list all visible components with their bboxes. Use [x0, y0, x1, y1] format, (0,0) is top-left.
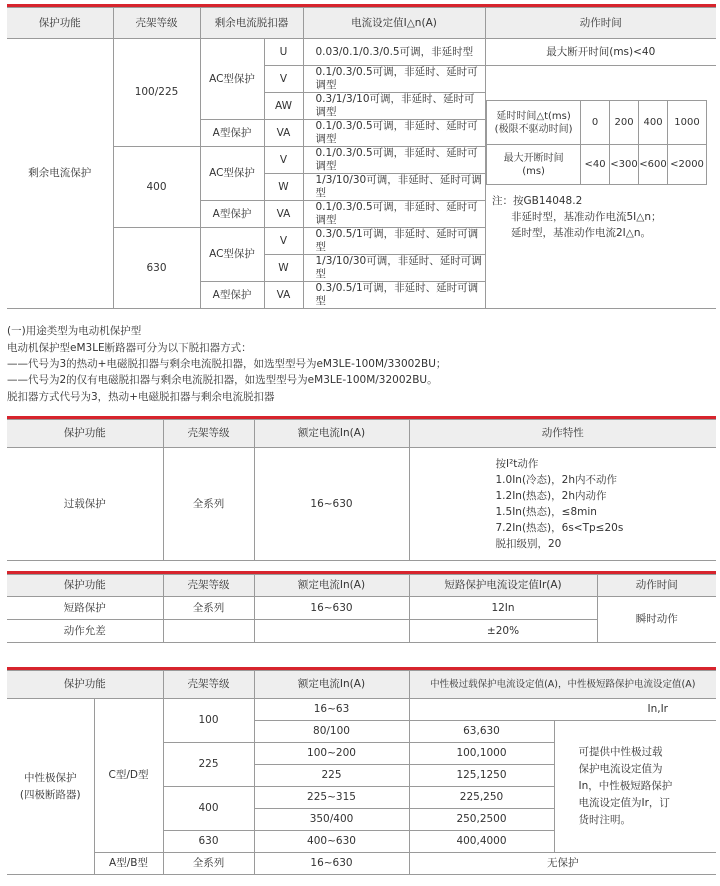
a-type-cell: A型保护 — [200, 120, 264, 147]
action-time-cell: 瞬时动作 — [597, 597, 716, 643]
setting-cell: 1/3/10/30可调，非延时、延时可调型 — [303, 255, 485, 282]
break-value: <2000 — [668, 145, 707, 185]
setting-cell: 1/3/10/30可调，非延时、延时可调型 — [303, 174, 485, 201]
current-cell: 80/100 — [254, 721, 409, 743]
a-type-cell: A型保护 — [200, 201, 264, 228]
overload-table — [7, 419, 716, 561]
col-header-frame: 壳架等级 — [163, 420, 254, 448]
current-cell: 225 — [254, 765, 409, 787]
max-break-time: 最大断开时间(ms)<40 — [485, 39, 716, 66]
function-cell — [7, 699, 94, 875]
setting-cell: 0.3/0.5/1可调，非延时、延时可调型 — [303, 282, 485, 309]
frame-cell: 全系列 — [163, 448, 254, 561]
tolerance-setting: ±20% — [409, 620, 597, 643]
current-cell: 400~630 — [254, 831, 409, 853]
char-line: 按I²t动作 — [495, 458, 539, 470]
break-value: <600 — [639, 145, 668, 185]
function-cell: 过载保护 — [7, 448, 163, 561]
frame-630: 630 — [163, 831, 254, 853]
ac-type-cell: AC型保护 — [200, 228, 264, 282]
ac-type-cell: AC型保护 — [200, 147, 264, 201]
setting-cell: 100,1000 — [409, 743, 554, 765]
setting-cell: 0.03/0.1/0.3/0.5可调，非延时型 — [303, 39, 485, 66]
code-cell: AW — [264, 93, 303, 120]
para-line1: (一)用途类型为电动机保护型 — [7, 325, 142, 337]
col-header-setting: 短路保护电流设定值Ir(A) — [409, 575, 597, 597]
frame-630: 630 — [113, 228, 200, 309]
note-block — [492, 193, 662, 241]
setting-cell: 无保护 — [409, 853, 716, 875]
col-header-time: 动作时间 — [485, 8, 716, 39]
current-cell: 100~200 — [254, 743, 409, 765]
delay-label — [487, 101, 581, 145]
type-cd-cell: C型/D型 — [94, 699, 163, 853]
col-header-current: 额定电流In(A) — [254, 575, 409, 597]
setting-cell: 0.1/0.3/0.5可调，非延时、延时可调型 — [303, 201, 485, 228]
code-cell: V — [264, 66, 303, 93]
side-note-line: 货时注明。 — [578, 814, 631, 826]
para-line2: 电动机保护型eM3LE断路器可分为以下脱扣器方式： — [7, 342, 252, 354]
setting-cell: 125,1250 — [409, 765, 554, 787]
frame-all: 全系列 — [163, 853, 254, 875]
a-type-cell: A型保护 — [200, 282, 264, 309]
code-cell: W — [264, 255, 303, 282]
break-value: <300 — [610, 145, 639, 185]
setting-cell: In,Ir — [409, 699, 716, 721]
setting-cell: 400,4000 — [409, 831, 554, 853]
code-cell: VA — [264, 120, 303, 147]
short-circuit-table — [7, 574, 716, 643]
code-cell: VA — [264, 201, 303, 228]
frame-100-225: 100/225 — [113, 39, 200, 147]
delay-value: 0 — [581, 101, 610, 145]
note-line1: 注：按GB14048.2 — [492, 195, 583, 207]
side-note-cell — [554, 721, 716, 853]
setting-cell: 0.3/1/3/10可调，非延时、延时可调型 — [303, 93, 485, 120]
col-header-function: 保护功能 — [7, 575, 163, 597]
para-line3: ——代号为3的热动+电磁脱扣器与剩余电流脱扣器，如选型型号为eM3LE-100M/33002BU； — [7, 358, 447, 370]
delay-time-table — [486, 100, 707, 185]
delay-label-line2: (极限不驱动时间) — [494, 123, 573, 135]
char-line: 1.0In(冷态)，2h内不动作 — [495, 474, 617, 486]
current-cell: 16~630 — [254, 448, 409, 561]
setting-cell: 63,630 — [409, 721, 554, 743]
col-header-current: 额定电流In(A) — [254, 671, 409, 699]
col-header-setting: 电流设定值I△n(A) — [303, 8, 485, 39]
code-cell: V — [264, 147, 303, 174]
tolerance-current — [254, 620, 409, 643]
break-value: <40 — [581, 145, 610, 185]
char-line: 脱扣级别，20 — [495, 538, 562, 550]
delay-label-line1: 延时时间△t(ms) — [496, 110, 571, 122]
col-header-neutral-setting: 中性极过载保护电流设定值(A)，中性极短路保护电流设定值(A) — [409, 671, 716, 699]
code-cell: W — [264, 174, 303, 201]
short-circuit-function: 短路保护 — [7, 597, 163, 620]
col-header-function: 保护功能 — [7, 420, 163, 448]
side-note-line: In，中性极短路保护 — [578, 780, 673, 792]
char-line: 1.5In(热态)，≤8min — [495, 506, 597, 518]
short-circuit-frame: 全系列 — [163, 597, 254, 620]
break-label — [487, 145, 581, 185]
neutral-pole-table — [7, 670, 716, 875]
delay-value: 1000 — [668, 101, 707, 145]
current-cell: 16~63 — [254, 699, 409, 721]
function-line2: (四极断路器) — [19, 788, 81, 801]
setting-cell: 0.1/0.3/0.5可调，非延时、延时可调型 — [303, 120, 485, 147]
note-line3: 延时型，基准动作电流2I△n。 — [511, 227, 652, 239]
ac-type-cell: AC型保护 — [200, 39, 264, 120]
setting-cell: 250,2500 — [409, 809, 554, 831]
frame-400: 400 — [113, 147, 200, 228]
function-line1: 中性极保护 — [24, 771, 77, 784]
setting-cell: 0.1/0.3/0.5可调，非延时、延时可调型 — [303, 147, 485, 174]
current-cell: 350/400 — [254, 809, 409, 831]
break-label-line1: 最大开断时间 — [503, 152, 564, 164]
side-note-line: 可提供中性极过载 — [578, 746, 663, 758]
short-circuit-setting: 12In — [409, 597, 597, 620]
setting-cell: 0.3/0.5/1可调，非延时、延时可调型 — [303, 228, 485, 255]
current-cell: 16~630 — [254, 853, 409, 875]
delay-value: 200 — [610, 101, 639, 145]
frame-400: 400 — [163, 787, 254, 831]
code-cell: VA — [264, 282, 303, 309]
tolerance-function: 动作允差 — [7, 620, 163, 643]
break-label-line2: (ms) — [522, 165, 545, 177]
type-ab-cell: A型/B型 — [94, 853, 163, 875]
setting-cell: 225,250 — [409, 787, 554, 809]
code-cell: U — [264, 39, 303, 66]
para-line4: ——代号为2的仅有电磁脱扣器与剩余电流脱扣器，如选型型号为eM3LE-100M/32002BU。 — [7, 374, 438, 386]
col-header-function: 保护功能 — [7, 8, 113, 39]
note-line2: 非延时型，基准动作电流5I△n； — [511, 211, 662, 223]
tolerance-frame — [163, 620, 254, 643]
side-note-line: 电流设定值为Ir，订 — [578, 797, 670, 809]
col-header-function: 保护功能 — [7, 671, 163, 699]
char-line: 1.2In(热态)，2h内动作 — [495, 490, 607, 502]
col-header-current: 额定电流In(A) — [254, 420, 409, 448]
side-note-line: 保护电流设定值为 — [578, 763, 663, 775]
col-header-frame: 壳架等级 — [163, 671, 254, 699]
col-header-time: 动作时间 — [597, 575, 716, 597]
frame-225: 225 — [163, 743, 254, 787]
frame-100: 100 — [163, 699, 254, 743]
delay-value: 400 — [639, 101, 668, 145]
col-header-frame: 壳架等级 — [113, 8, 200, 39]
para-line5: 脱扣器方式代号为3，热动+电磁脱扣器与剩余电流脱扣器 — [7, 391, 275, 403]
char-line: 7.2In(热态)，6s<Tp≤20s — [495, 522, 624, 534]
function-cell: 剩余电流保护 — [7, 39, 113, 309]
setting-cell: 0.1/0.3/0.5可调，非延时、延时可调型 — [303, 66, 485, 93]
code-cell: V — [264, 228, 303, 255]
current-cell: 225~315 — [254, 787, 409, 809]
col-header-release: 剩余电流脱扣器 — [200, 8, 303, 39]
characteristic-cell — [409, 448, 716, 561]
col-header-frame: 壳架等级 — [163, 575, 254, 597]
short-circuit-current: 16~630 — [254, 597, 409, 620]
col-header-characteristic: 动作特性 — [409, 420, 716, 448]
